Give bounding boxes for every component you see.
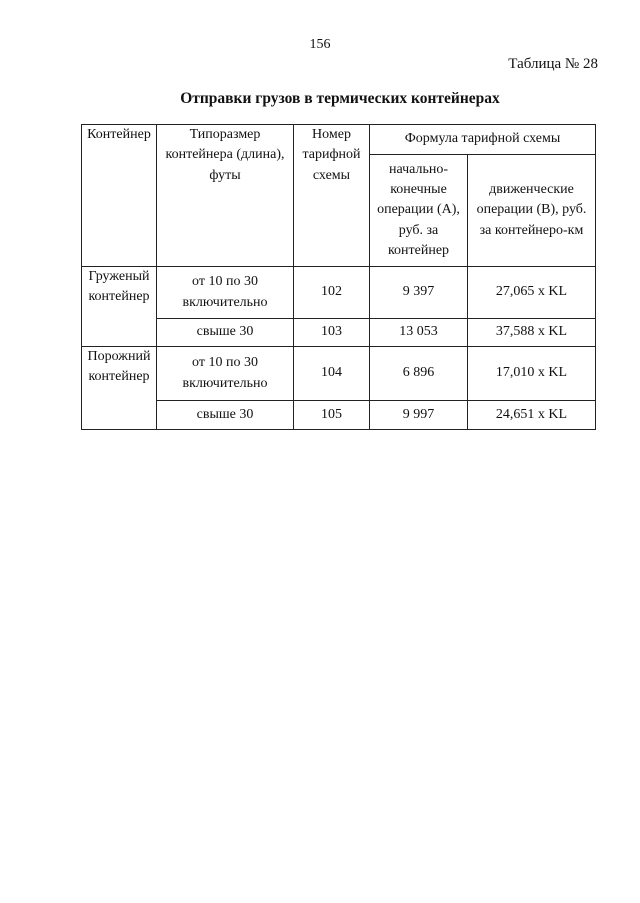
table-row — [82, 347, 596, 401]
initial-final-rate-cell: 9 997 — [370, 401, 468, 430]
header-scheme-number: Номер тарифной схемы — [294, 125, 370, 267]
movement-rate-cell: 17,010 x KL — [468, 347, 596, 401]
header-initial-final-operations: начально-конечные операции (А), руб. за контейнер — [370, 155, 468, 267]
table-row — [82, 267, 596, 319]
table-row — [82, 401, 596, 430]
header-size: Типоразмер контейнера (длина), футы — [157, 125, 294, 267]
table-row — [82, 319, 596, 347]
scheme-number-cell: 103 — [294, 319, 370, 347]
size-cell: от 10 по 30 включительно — [157, 267, 294, 319]
header-movement-operations: движенческие операции (В), руб. за контейнеро-км — [468, 155, 596, 267]
table-number-label: Таблица № 28 — [508, 56, 598, 72]
initial-final-rate-cell: 9 397 — [370, 267, 468, 319]
initial-final-rate-cell: 13 053 — [370, 319, 468, 347]
table-title: Отправки грузов в термических контейнерах — [180, 90, 500, 107]
initial-final-rate-cell: 6 896 — [370, 347, 468, 401]
tariff-table — [81, 124, 596, 430]
size-cell: от 10 по 30 включительно — [157, 347, 294, 401]
container-type-cell: Груженый контейнер — [82, 267, 157, 347]
scheme-number-cell: 104 — [294, 347, 370, 401]
header-container: Контейнер — [82, 125, 157, 267]
size-cell: свыше 30 — [157, 401, 294, 430]
scheme-number-cell: 102 — [294, 267, 370, 319]
table-header-row — [82, 125, 596, 155]
movement-rate-cell: 37,588 x KL — [468, 319, 596, 347]
container-type-cell: Порожний контейнер — [82, 347, 157, 430]
movement-rate-cell: 27,065 x KL — [468, 267, 596, 319]
header-formula: Формула тарифной схемы — [370, 125, 596, 155]
scheme-number-cell: 105 — [294, 401, 370, 430]
page-number: 156 — [309, 37, 331, 52]
movement-rate-cell: 24,651 x KL — [468, 401, 596, 430]
size-cell: свыше 30 — [157, 319, 294, 347]
